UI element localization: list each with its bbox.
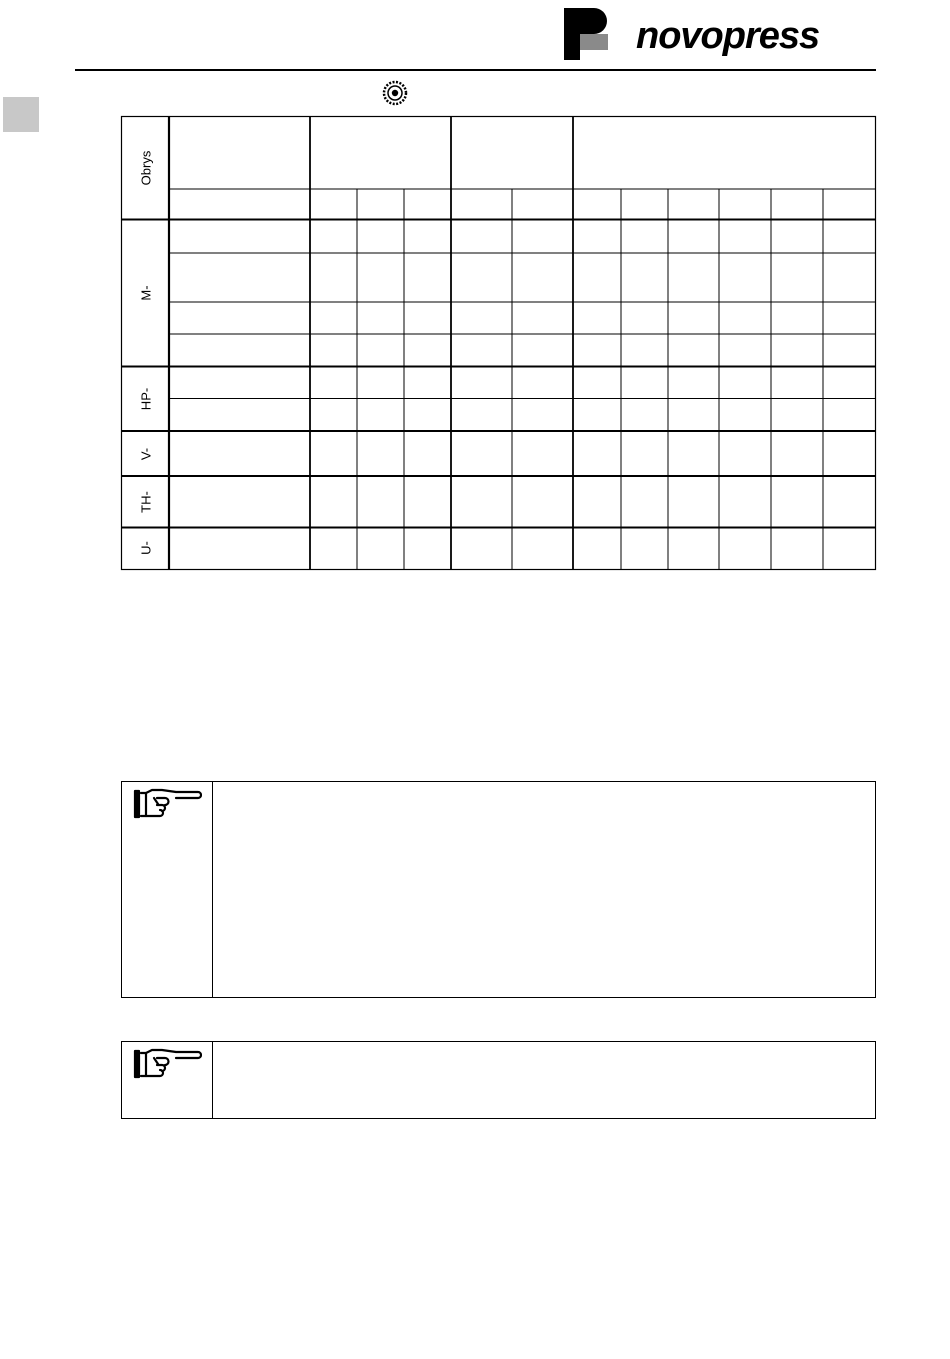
table-border	[122, 117, 876, 570]
row-group-label-u: U-	[138, 541, 154, 555]
note-separator	[212, 782, 213, 997]
row-group-label-v: V-	[138, 447, 154, 461]
column-label-obrys: Obrys	[138, 150, 154, 186]
row-group-label-th: TH-	[138, 491, 154, 513]
pointing-hand-icon	[132, 1047, 202, 1081]
row-group-label-hp: HP-	[138, 387, 154, 411]
pointing-hand-icon	[132, 787, 202, 821]
logo-wordmark: novopress	[636, 15, 820, 57]
note-separator	[212, 1042, 213, 1118]
note-box	[121, 1041, 876, 1119]
row-group-label-m: M-	[138, 285, 154, 301]
note-box	[121, 781, 876, 998]
